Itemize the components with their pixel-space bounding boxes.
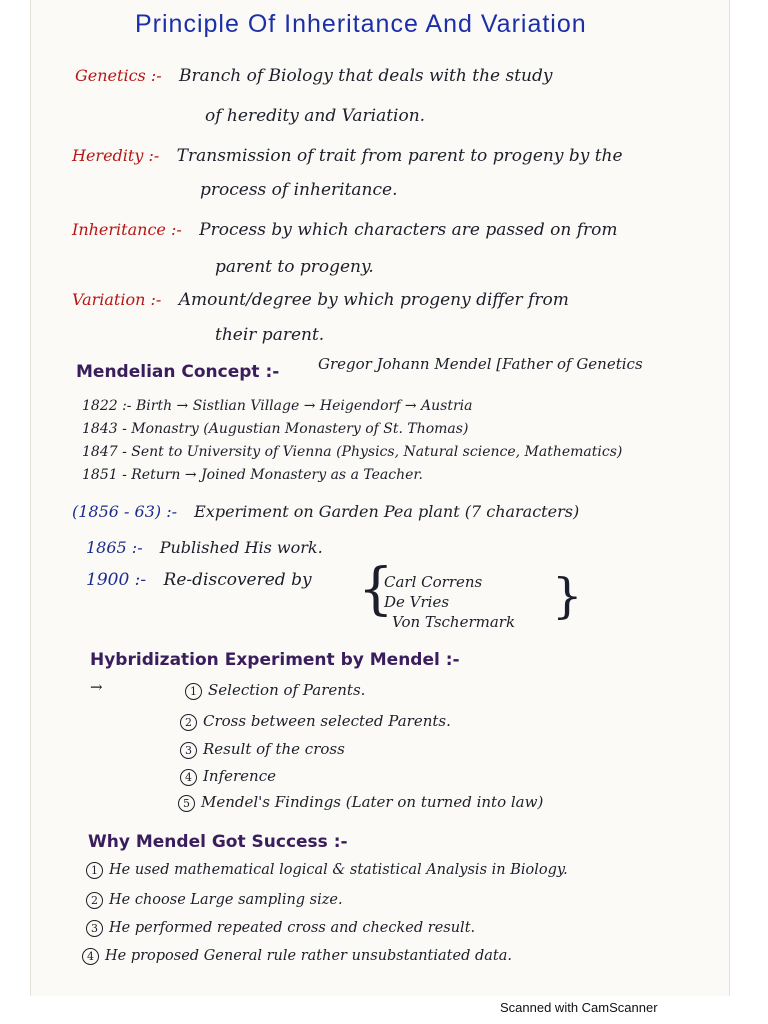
hybrid-step <box>178 793 543 812</box>
point-number: 3 <box>86 920 103 937</box>
event-year: 1865 :- <box>86 538 143 557</box>
definition-heredity <box>72 146 623 166</box>
definition-text: Amount/degree by which progeny differ from <box>178 290 569 310</box>
timeline-row <box>82 444 622 460</box>
definition-genetics-cont: of heredity and Variation. <box>205 106 426 126</box>
event-row <box>86 538 323 557</box>
arrow-lead: → <box>90 678 103 696</box>
hybrid-step <box>180 767 276 786</box>
success-point <box>86 920 475 937</box>
timeline-year: 1843 - <box>82 421 127 437</box>
timeline-row <box>82 421 468 437</box>
definition-genetics <box>75 66 552 86</box>
timeline-year: 1851 - <box>82 467 127 483</box>
timeline-text: Sent to University of Vienna (Physics, Natural science, Mathematics) <box>131 444 623 460</box>
step-number: 4 <box>180 769 197 786</box>
point-number: 4 <box>82 948 99 965</box>
definition-variation <box>72 290 569 310</box>
step-number: 2 <box>180 714 197 731</box>
timeline-year: 1822 :- <box>82 398 132 414</box>
definition-text: Branch of Biology that deals with the study <box>179 66 553 86</box>
step-number: 5 <box>178 795 195 812</box>
definition-variation-cont: their parent. <box>215 325 325 345</box>
brace-left: { <box>358 557 394 622</box>
definition-heredity-cont: process of inheritance. <box>200 180 398 200</box>
event-year: 1900 :- <box>86 570 147 590</box>
success-point <box>86 892 343 909</box>
definition-term: Genetics :- <box>75 66 162 85</box>
event-year: (1856 - 63) :- <box>72 502 178 521</box>
step-number: 3 <box>180 742 197 759</box>
definition-text: Transmission of trait from parent to progeny by the <box>176 146 623 166</box>
timeline-row <box>82 467 423 483</box>
definition-term: Variation :- <box>72 290 162 309</box>
success-point <box>82 948 512 965</box>
event-text: Re-discovered by <box>163 570 312 590</box>
point-text: He choose Large sampling size. <box>109 892 343 908</box>
success-point <box>86 862 568 879</box>
timeline-year: 1847 - <box>82 444 127 460</box>
definition-text: Process by which characters are passed on from <box>199 220 618 240</box>
step-text: Result of the cross <box>203 740 345 758</box>
event-row <box>72 502 579 521</box>
brace-right: } <box>552 568 583 624</box>
rediscoverer: Von Tschermark <box>392 613 516 631</box>
scanner-watermark: Scanned with CamScanner <box>500 1000 658 1015</box>
step-text: Inference <box>203 767 277 785</box>
rediscoverer: De Vries <box>384 593 450 611</box>
hybrid-step <box>180 740 345 759</box>
point-text: He performed repeated cross and checked result. <box>109 920 476 936</box>
timeline-text: Birth → Sistlian Village → Heigendorf → Austria <box>135 398 473 414</box>
point-text: He used mathematical logical & statistical Analysis in Biology. <box>109 862 568 878</box>
definition-term: Inheritance :- <box>72 220 182 239</box>
step-text: Mendel's Findings (Later on turned into law) <box>201 793 544 811</box>
hybrid-step <box>180 712 451 731</box>
point-text: He proposed General rule rather unsubstantiated data. <box>105 948 512 964</box>
mendel-name: Gregor Johann Mendel [Father of Genetics <box>318 355 643 373</box>
point-number: 2 <box>86 892 103 909</box>
event-text: Experiment on Garden Pea plant (7 characters) <box>194 502 580 521</box>
mendelian-heading: Mendelian Concept :- <box>76 362 280 382</box>
timeline-text: Return → Joined Monastery as a Teacher. <box>131 467 423 483</box>
rediscoverer: Carl Correns <box>384 573 483 591</box>
step-text: Selection of Parents. <box>208 681 366 699</box>
definition-inheritance <box>72 220 618 240</box>
hybridization-heading: Hybridization Experiment by Mendel :- <box>90 650 460 670</box>
page-title: Principle Of Inheritance And Variation <box>135 10 587 38</box>
hybrid-step <box>185 681 365 700</box>
success-heading: Why Mendel Got Success :- <box>88 832 348 852</box>
definition-term: Heredity :- <box>72 146 160 165</box>
event-text: Published His work. <box>159 538 323 557</box>
timeline-row <box>82 398 472 414</box>
definition-inheritance-cont: parent to progeny. <box>215 257 374 277</box>
point-number: 1 <box>86 862 103 879</box>
timeline-text: Monastry (Augustian Monastery of St. Thomas) <box>131 421 469 437</box>
event-row <box>86 570 312 590</box>
step-text: Cross between selected Parents. <box>203 712 451 730</box>
step-number: 1 <box>185 683 202 700</box>
